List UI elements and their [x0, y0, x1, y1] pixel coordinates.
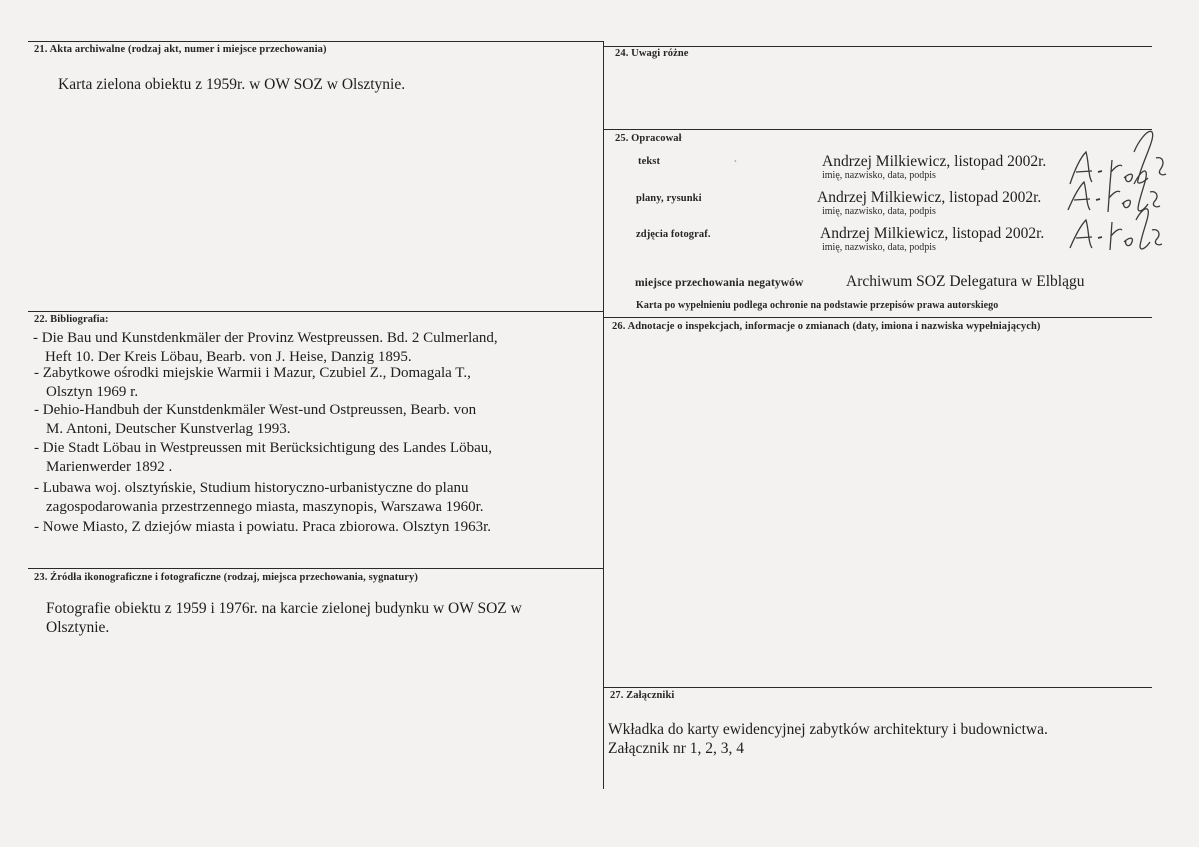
list-item-line: - Die Stadt Löbau in Westpreussen mit Berücksichtigung des Landes Löbau,	[34, 440, 493, 456]
section-27-line2: Załącznik nr 1, 2, 3, 4	[608, 740, 745, 757]
section-23-line1: Fotografie obiektu z 1959 i 1976r. na karcie zielonej budynku w OW SOZ w	[46, 600, 522, 617]
list-item	[33, 329, 498, 366]
author-row-label-plans: plany, rysunki	[636, 193, 702, 204]
stray-mark: ˏ	[734, 152, 737, 162]
list-item-line: zagospodarowania przestrzennego miasta, maszynopis, Warszawa 1960r.	[46, 498, 484, 515]
list-item-line: M. Antoni, Deutscher Kunstverlag 1993.	[46, 420, 291, 437]
section-23-line2: Olsztynie.	[46, 619, 110, 636]
section-21-text: Karta zielona obiektu z 1959r. w OW SOZ w Olsztynie.	[58, 76, 406, 93]
section-27-header: 27. Załączniki	[610, 690, 675, 701]
section-21-header: 21. Akta archiwalne (rodzaj akt, numer i miejsce przechowania)	[34, 44, 327, 55]
list-item	[34, 439, 492, 476]
negatives-label: miejsce przechowania negatywów	[635, 277, 804, 289]
section-25-header: 25. Opracował	[615, 133, 682, 144]
list-item-line: Olsztyn 1969 r.	[46, 383, 139, 400]
list-item	[34, 479, 484, 516]
list-item-line: - Dehio-Handbuh der Kunstdenkmäler West-und Ostpreussen, Bearb. von	[34, 402, 477, 418]
author-row-caption-photos: imię, nazwisko, data, podpis	[822, 242, 936, 253]
author-row-caption-text: imię, nazwisko, data, podpis	[822, 170, 936, 181]
top-rule-right	[604, 46, 1152, 47]
section-23-header: 23. Źródła ikonograficzne i fotograficzne (rodzaj, miejsca przechowania, sygnatury)	[34, 572, 419, 583]
negatives-value: Archiwum SOZ Delegatura w Elblągu	[846, 273, 1085, 290]
top-rule-left	[28, 41, 604, 42]
section-26-header: 26. Adnotacje o inspekcjach, informacje o zmianach (daty, imiona i nazwiska wypełniających)	[612, 321, 1041, 332]
author-row-caption-plans: imię, nazwisko, data, podpis	[822, 206, 936, 217]
author-row-label-photos: zdjęcia fotograf.	[636, 229, 711, 240]
author-row-label-text: tekst	[638, 156, 661, 167]
list-item	[34, 401, 476, 438]
list-item-line: Marienwerder 1892 .	[46, 458, 173, 475]
list-item-line: - Nowe Miasto, Z dziejów miasta i powiatu. Praca zbiorowa. Olsztyn 1963r.	[34, 519, 491, 535]
rule-21-22	[28, 311, 604, 312]
section-22-header: 22. Bibliografia:	[34, 314, 109, 325]
section-27-line1: Wkładka do karty ewidencyjnej zabytków architektury i budownictwa.	[608, 721, 1048, 738]
list-item-line: - Die Bau und Kunstdenkmäler der Provinz Westpreussen. Bd. 2 Culmerland,	[33, 330, 498, 346]
rule-25-26	[604, 317, 1152, 318]
list-item	[34, 364, 471, 401]
author-row-value-plans: Andrzej Milkiewicz, listopad 2002r.	[817, 189, 1042, 206]
rule-22-23	[28, 568, 604, 569]
list-item-line: Heft 10. Der Kreis Löbau, Bearb. von J. Heise, Danzig 1895.	[45, 348, 412, 365]
section-24-header: 24. Uwagi różne	[615, 48, 689, 59]
list-item-line: - Zabytkowe ośrodki miejskie Warmii i Mazur, Czubiel Z., Domagala T.,	[34, 365, 471, 381]
center-divider	[603, 41, 604, 789]
signature-photos	[1062, 198, 1172, 260]
copyright-note: Karta po wypełnieniu podlega ochronie na podstawie przepisów prawa autorskiego	[636, 300, 999, 311]
list-item-line: - Lubawa woj. olsztyńskie, Studium historyczno-urbanistyczne do planu	[34, 480, 469, 496]
author-row-value-text: Andrzej Milkiewicz, listopad 2002r.	[822, 153, 1047, 170]
rule-26-27	[604, 687, 1152, 688]
author-row-value-photos: Andrzej Milkiewicz, listopad 2002r.	[820, 225, 1045, 242]
list-item	[34, 518, 491, 537]
